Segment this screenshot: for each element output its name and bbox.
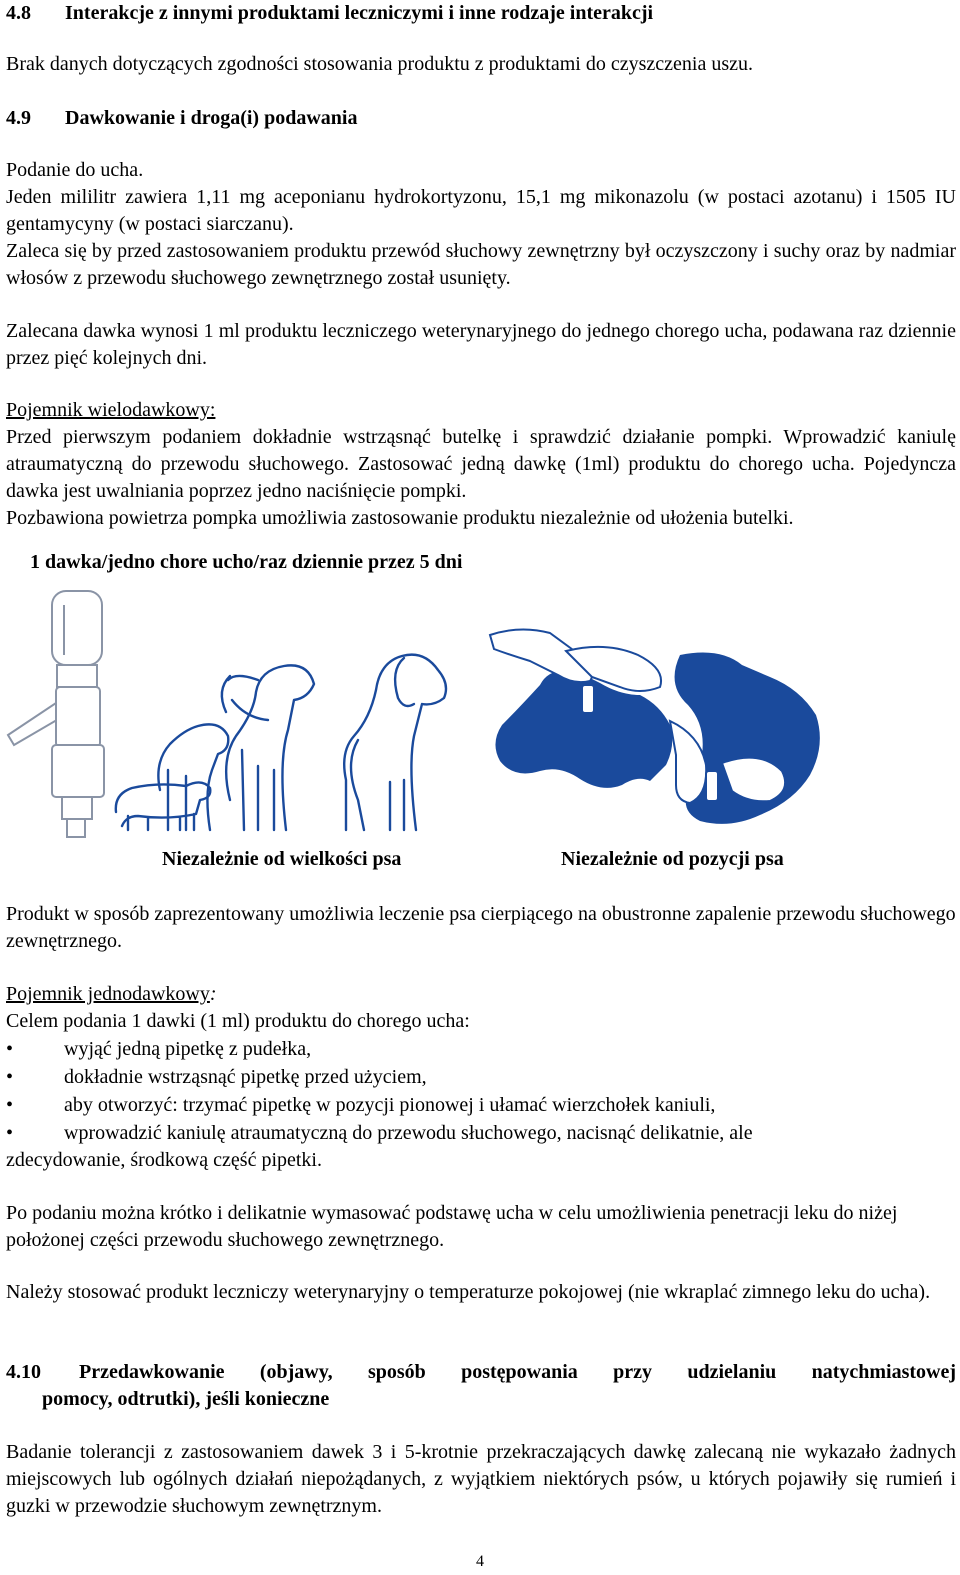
section-title-line-2: pomocy, odtrutki), jeśli konieczne (42, 1388, 330, 1410)
singledose-intro: Celem podania 1 dawki (1 ml) produktu do chorego ucha: (6, 1010, 470, 1032)
singledose-heading (6, 981, 956, 1008)
overdose-text: Badanie tolerancji z zastosowaniem dawek 3 i 5-krotnie przekraczających dawkę zalecaną nie wykazało żadnych miejscowych lub ogólnych działań niepożądanych, z wyjątkiem niektórych psów, u których pojawiły się rumień i guzki w przewodzie słuchowym zewnętrznym. (6, 1441, 956, 1517)
caption-dog-size: Niezależnie od wielkości psa (162, 848, 402, 870)
singledose-heading-label: Pojemnik jednodawkowy (6, 983, 210, 1005)
section-4-9-heading (6, 105, 956, 132)
section-number: 4.8 (6, 2, 31, 24)
cleaning-text: Zaleca się by przed zastosowaniem produktu przewód słuchowy zewnętrzny był oczyszczony i suchy oraz by nadmiar włosów z przewodu słuchowego zewnętrznego został usunięty. (6, 240, 956, 289)
list-item-text: aby otworzyć: trzymać pipetkę w pozycji pionowej i ułamać wierzchołek kaniuli, (64, 1094, 716, 1116)
massage-text: Po podaniu można krótko i delikatnie wymasować podstawę ucha w celu umożliwienia penetracji leku do niżej położonej części przewodu słuchowego zewnętrznego. (6, 1202, 898, 1251)
list-item (6, 1064, 956, 1091)
list-item (6, 1120, 956, 1147)
route-text: Podanie do ucha. (6, 159, 144, 181)
list-item-text: wyjąć jedną pipetkę z pudełka, (64, 1038, 312, 1060)
list-item-continuation: zdecydowanie, środkową część pipetki. (6, 1149, 322, 1171)
singledose-heading-colon: : (209, 983, 217, 1005)
list-item (6, 1092, 956, 1119)
bullet-icon: • (6, 1094, 14, 1116)
caption-dog-position: Niezależnie od pozycji psa (561, 848, 784, 870)
multidose-heading: Pojemnik wielodawkowy: (6, 399, 216, 421)
section-4-8-heading (6, 0, 956, 27)
bullet-icon: • (6, 1038, 14, 1060)
section-number: 4.10 (6, 1361, 41, 1383)
multidose-text-2: Pozbawiona powietrza pompka umożliwia zastosowanie produktu niezależnie od ułożenia butelki. (6, 507, 794, 529)
list-item (6, 1036, 956, 1063)
composition-text: Jeden mililitr zawiera 1,11 mg aceponianu hydrokortyzonu, 15,1 mg mikonazolu (w postaci azotanu) i 1505 IU gentamycyny (w postaci siarczanu). (6, 186, 956, 235)
section-title: Interakcje z innymi produktami leczniczymi i inne rodzaje interakcji (65, 2, 654, 24)
section-title-line-1: Przedawkowanie (objawy, sposób postępowania przy udzielaniu natychmiastowej (79, 1361, 956, 1383)
multidose-text: Przed pierwszym podaniem dokładnie wstrząsnąć butelkę i sprawdzić działanie pompki. Wprowadzić kaniulę atraumatyczną do przewodu słuchowego. Zastosować jedną dawkę (1ml) produktu do chorego ucha. Pojedyncza dawka jest uwalniania poprzez jedno naciśnięcie pompki. (6, 426, 956, 502)
bullet-icon: • (6, 1122, 14, 1144)
bullet-icon: • (6, 1066, 14, 1088)
section-number: 4.9 (6, 107, 31, 129)
otitis-text: Produkt w sposób zaprezentowany umożliwia leczenie psa cierpiącego na obustronne zapalenie przewodu słuchowego zewnętrznego. (6, 903, 956, 952)
section-4-8-text: Brak danych dotyczących zgodności stosowania produktu z produktami do czyszczenia uszu. (6, 53, 753, 75)
dose-text: Zalecana dawka wynosi 1 ml produktu leczniczego weterynaryjnego do jednego chorego ucha, podawana raz dziennie przez pięć kolejnych dni. (6, 320, 956, 369)
dogs-sizes-illustration (108, 640, 458, 840)
temperature-text: Należy stosować produkt leczniczy weterynaryjny o temperaturze pokojowej (nie wkraplać zimnego leku do ucha). (6, 1281, 931, 1303)
section-4-10-heading (6, 1359, 956, 1386)
list-item-text: wprowadzić kaniulę atraumatyczną do przewodu słuchowego, nacisnąć delikatnie, ale (64, 1122, 753, 1144)
section-title: Dawkowanie i droga(i) podawania (65, 107, 358, 129)
page-number: 4 (476, 1553, 484, 1570)
list-item-text: dokładnie wstrząsnąć pipetkę przed użyciem, (64, 1066, 427, 1088)
dog-positions-illustration (470, 625, 830, 845)
dose-caption: 1 dawka/jedno chore ucho/raz dziennie przez 5 dni (30, 551, 463, 573)
